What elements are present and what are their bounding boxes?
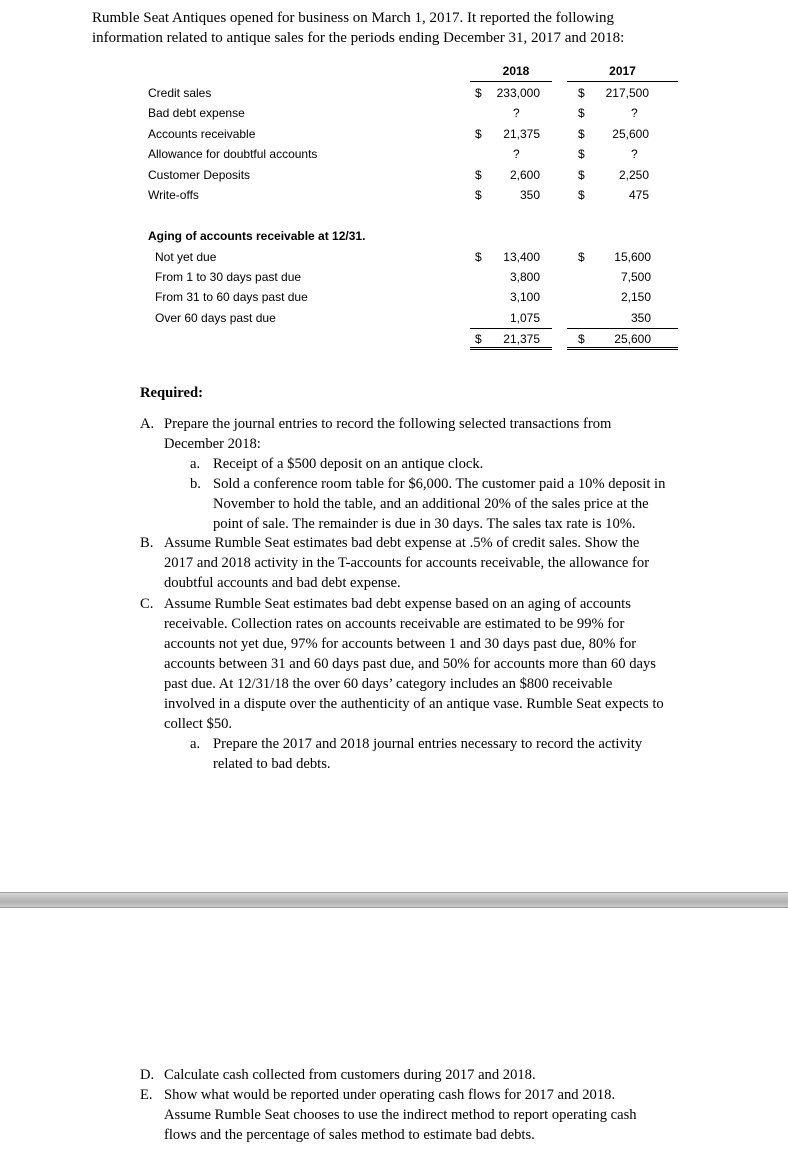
text-line: December 2018: [164,436,261,452]
value-2017: 25,600 [612,127,649,141]
row-label: Credit sales [148,86,212,100]
text-line: Prepare the journal entries to record the following selected transactions from [164,416,612,432]
value-2018: 2,600 [509,168,540,182]
value-2017: ? [631,147,638,161]
text-line: Sold a conference room table for $6,000. The customer paid a 10% deposit in [213,476,666,492]
item-letter: D. [140,1067,155,1083]
value-2018: ? [513,106,520,120]
row-label: Accounts receivable [148,127,256,141]
dollar-sign: $ [578,168,585,182]
item-letter: B. [140,535,154,551]
value-2018: 13,400 [503,250,540,264]
text-line: 2017 and 2018 activity in the T-accounts for accounts receivable, the allowance for [164,555,650,571]
item-C-text [164,594,664,734]
text-line: related to bad debts. [213,756,331,772]
text-line: accounts not yet due, 97% for accounts between 1 and 30 days past due, 80% for [164,636,637,652]
total-double-rule-2017-a [567,347,678,348]
item-letter: C. [140,596,154,612]
row-label: From 31 to 60 days past due [155,290,308,304]
dollar-sign: $ [475,250,482,264]
dollar-sign: $ [475,168,482,182]
dollar-sign: $ [578,188,585,202]
value-2017: 217,500 [605,86,649,100]
text-line: involved in a dispute over the authenticity of an antique vase. Rumble Seat expects to [164,696,664,712]
dollar-sign: $ [578,127,585,141]
text-line: accounts between 31 and 60 days past due, and 50% for accounts more than 60 days [164,656,656,672]
header-underline-2018 [470,81,552,82]
value-2018: ? [513,147,520,161]
text-line: Calculate cash collected from customers during 2017 and 2018. [164,1067,536,1083]
intro-line: information related to antique sales for the periods ending December 31, 2017 and 2018: [92,30,625,46]
dollar-sign: $ [578,147,585,161]
dollar-sign: $ [475,86,482,100]
page-divider [0,892,788,908]
intro-paragraph [92,8,624,48]
item-D-text [164,1065,536,1085]
dollar-sign: $ [475,332,482,346]
row-label: Write-offs [148,188,199,202]
text-line: collect $50. [164,716,233,732]
row-label: From 1 to 30 days past due [155,270,302,284]
total-double-rule-2017-b [567,349,678,350]
text-line: Prepare the 2017 and 2018 journal entries necessary to record the activity [213,736,643,752]
row-label: Bad debt expense [148,106,245,120]
value-2018: 3,100 [509,290,540,304]
sub-letter: a. [190,456,201,472]
dollar-sign: $ [578,250,585,264]
subtotal-rule-2018 [470,328,552,329]
total-double-rule-2018-b [470,349,552,350]
aging-title: Aging of accounts receivable at 12/31. [148,229,366,243]
value-2017: 475 [628,188,649,202]
value-2017: 2,250 [618,168,649,182]
text-line: past due. At 12/31/18 the over 60 days’ category includes an $800 receivable [164,676,613,692]
dollar-sign: $ [578,86,585,100]
text-line: point of sale. The remainder is due in 30 days. The sales tax rate is 10%. [213,516,636,532]
item-A-a-text [213,454,483,474]
value-2017: 350 [630,311,651,325]
value-2018: 21,375 [503,127,540,141]
text-line: Assume Rumble Seat chooses to use the indirect method to report operating cash [164,1107,637,1123]
item-A-b-text [213,474,665,534]
dollar-sign: $ [475,188,482,202]
col-header-2017: 2017 [609,64,636,78]
value-2018: 350 [519,188,540,202]
dollar-sign: $ [475,127,482,141]
item-E-text [164,1085,637,1145]
intro-line: Rumble Seat Antiques opened for business on March 1, 2017. It reported the following [92,10,614,26]
item-B-text [164,533,649,593]
sub-letter: a. [190,736,201,752]
value-2017: 2,150 [620,290,651,304]
value-2018: 233,000 [496,86,540,100]
text-line: doubtful accounts and bad debt expense. [164,575,401,591]
sub-letter: b. [190,476,201,492]
item-letter: A. [140,416,155,432]
item-C-a-text [213,734,642,774]
text-line: Assume Rumble Seat estimates bad debt expense at .5% of credit sales. Show the [164,535,640,551]
text-line: Receipt of a $500 deposit on an antique clock. [213,456,484,472]
text-line: flows and the percentage of sales method to estimate bad debts. [164,1127,535,1143]
dollar-sign: $ [578,332,585,346]
text-line: Show what would be reported under operating cash flows for 2017 and 2018. [164,1087,616,1103]
row-label: Customer Deposits [148,168,251,182]
total-2017: 25,600 [614,332,651,346]
item-letter: E. [140,1087,153,1103]
value-2017: ? [631,106,638,120]
header-underline-2017 [567,81,678,82]
total-double-rule-2018-a [470,347,552,348]
row-label: Not yet due [155,250,217,264]
required-heading: Required: [140,385,203,401]
row-label: Allowance for doubtful accounts [148,147,318,161]
text-line: Assume Rumble Seat estimates bad debt expense based on an aging of accounts [164,596,631,612]
text-line: receivable. Collection rates on accounts receivable are estimated to be 99% for [164,616,625,632]
subtotal-rule-2017 [567,328,678,329]
value-2017: 7,500 [620,270,651,284]
row-label: Over 60 days past due [155,311,276,325]
value-2017: 15,600 [614,250,651,264]
col-header-2018: 2018 [502,64,530,78]
value-2018: 3,800 [509,270,540,284]
value-2018: 1,075 [509,311,540,325]
item-A-text [164,414,611,454]
dollar-sign: $ [578,106,585,120]
text-line: November to hold the table, and an additional 20% of the sales price at the [213,496,649,512]
total-2018: 21,375 [503,332,540,346]
